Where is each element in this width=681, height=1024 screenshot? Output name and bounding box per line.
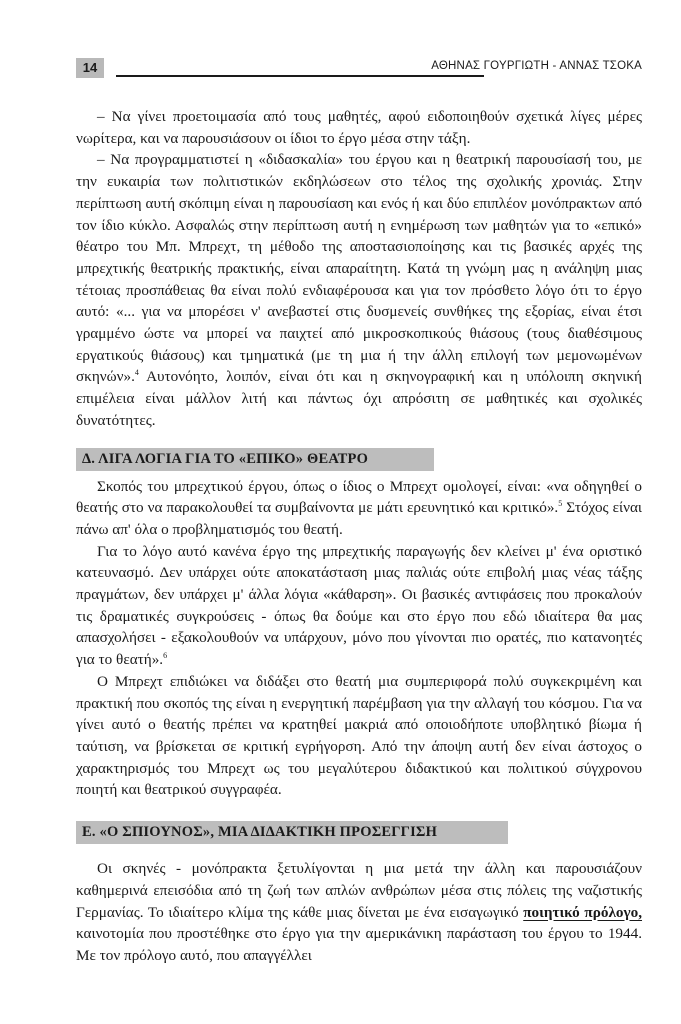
paragraph-text: – Να προγραμματιστεί η «διδασκαλία» του έργου και η θεατρική παρουσίασή του, με την ευκαιρία των πολιτιστικών εκδηλώσεων στο τέλος της σχολικής χρονιάς. Στην περίπτωση αυτή σκόπιμη είναι η παρουσίαση και ενός ή και δύο επιπλέον μονόπρακτων από τον ίδιο κύκλο. Ασφαλώς στην περίπτωση αυτή η ενημέρωση των μαθητών για το «επικό» θέατρο του Μπ. Μπρεχτ, τη μέθοδο της αποστασιοποίησης και τις βασικές αρχές της μπρεχτικής θεατρικής πρακτικής, είναι απαραίτητη. Κατά τη γνώμη μας η ανάληψη μιας τέτοιας προσπάθειας θα είναι πολύ ενδιαφέρουσα και για τον πρόσθετο λόγο ότι το έργο αυτό: «... για να μπορέσει ν' ανεβαστεί στις δυσμενείς συνθήκες της εξορίας, είναι έτσι γραμμένο ώστε να μπορεί να παιχτεί από μικροσκοπικούς θιάσους (τους διαθέσιμους εργατικούς θιάσους) και τμηματικά (με τη μια ή την άλλη επιλογή των μεμονωμένων σκηνών».: [76, 151, 642, 386]
paragraph: [76, 476, 642, 541]
paragraph: [76, 149, 642, 431]
page-number: 14: [76, 58, 104, 78]
paragraph: [76, 106, 642, 149]
emphasized-term: ποιητικό πρόλογο,: [523, 903, 643, 921]
paragraph: [76, 671, 642, 801]
page-body: [76, 106, 642, 967]
paragraph-text: καινοτομία που προστέθηκε στο έργο για την αμερικάνικη παράσταση του έργου το 1944. Με τον πρόλογο αυτό, που απαγγέλλει: [76, 925, 642, 964]
page-header: [76, 58, 642, 82]
paragraph-text: Σκοπός του μπρεχτικού έργου, όπως ο ίδιος ο Μπρεχτ ομολογεί, είναι: «να οδηγηθεί ο θεατής στο να παρακολουθεί τα συμβαίνοντα με μάτι ερευνητικό και κριτικό».: [76, 477, 642, 517]
paragraph: [76, 541, 642, 671]
section-heading-d: Δ. ΛΙΓΑ ΛΟΓΙΑ ΓΙΑ ΤΟ «ΕΠΙΚΟ» ΘΕΑΤΡΟ: [76, 448, 434, 471]
paragraph-text: Στόχος είναι πάνω απ' όλα ο προβληματισμός του θεατή.: [76, 499, 642, 538]
footnote-ref: 5: [558, 499, 563, 509]
paragraph-text: Ο Μπρεχτ επιδιώκει να διδάξει στο θεατή μια συμπεριφορά πολύ συγκεκριμένη και πρακτική που σκοπός της είναι η ενεργητική παρέμβαση για την αλλαγή του κόσμου. Για να γίνει αυτό ο θεατής πρέπει να κρατηθεί μακριά από οποιοδήποτε υποβλητικό βίωμα ή ταύτιση, να βρίσκεται σε κριτική εγρήγορση. Από την άποψη αυτή δεν είναι άστοχος ο χαρακτηρισμός του Μπρεχτ ως του μεγαλύτερου διδακτικού και πολιτικού σύγχρονου ποιητή και θεατρικού συγγραφέα.: [76, 672, 642, 799]
footnote-ref: 4: [134, 368, 139, 378]
paragraph: [76, 858, 642, 967]
paragraph-text: Για το λόγο αυτό κανένα έργο της μπρεχτικής παραγωγής δεν κλείνει μ' ένα οριστικό κατευνασμό. Δεν υπάρχει ούτε αποκατάσταση μιας παλιάς ούτε επιβολή μιας νέας τάξης πραγμάτων, δεν υπάρχει μ' άλλα λόγια «κάθαρση». Οι βασικές αντιφάσεις που προκαλούν τις δραματικές συγκρούσεις - όπως θα δούμε και στο έργο που εδώ ιδιαίτερα θα μας απασχολήσει - εξακολουθούν να υπάρχουν, μόνο που γίνονται πιο ορατές, πιο κατανοητές για το θεατή».: [76, 542, 642, 669]
paragraph-text: Οι σκηνές - μονόπρακτα ξετυλίγονται η μια μετά την άλλη και παρουσιάζουν καθημερινά επεισόδια από τη ζωή των απλών ανθρώπων μέσα στις πόλεις της ναζιστικής Γερμανίας. Το ιδιαίτερο κλίμα της κάθε μιας δίνεται με ένα εισαγωγικό: [76, 860, 642, 921]
paragraph-text: Αυτονόητο, λοιπόν, είναι ότι και η σκηνογραφική και η υπόλοιπη σκηνική επιμέλεια είναι μάλλον λιτή και πάντως όχι απρόσιτη σε μαθητικές και σχολικές δυνατότητες.: [76, 368, 642, 429]
header-rule: [116, 75, 484, 77]
paragraph-text: – Να γίνει προετοιμασία από τους μαθητές, αφού ειδοποιηθούν σχετικά λίγες μέρες νωρίτερα, και να παρουσιάσουν οι ίδιοι το έργο μέσα στην τάξη.: [76, 108, 642, 147]
footnote-ref: 6: [163, 651, 168, 661]
running-head: ΑΘΗΝΑΣ ΓΟΥΡΓΙΩΤΗ - ΑΝΝΑΣ ΤΣΟΚΑ: [431, 60, 642, 72]
section-heading-e: Ε. «Ο ΣΠΙΟΥΝΟΣ», ΜΙΑ ΔΙΔΑΚΤΙΚΗ ΠΡΟΣΕΓΓΙΣΗ: [76, 821, 508, 844]
